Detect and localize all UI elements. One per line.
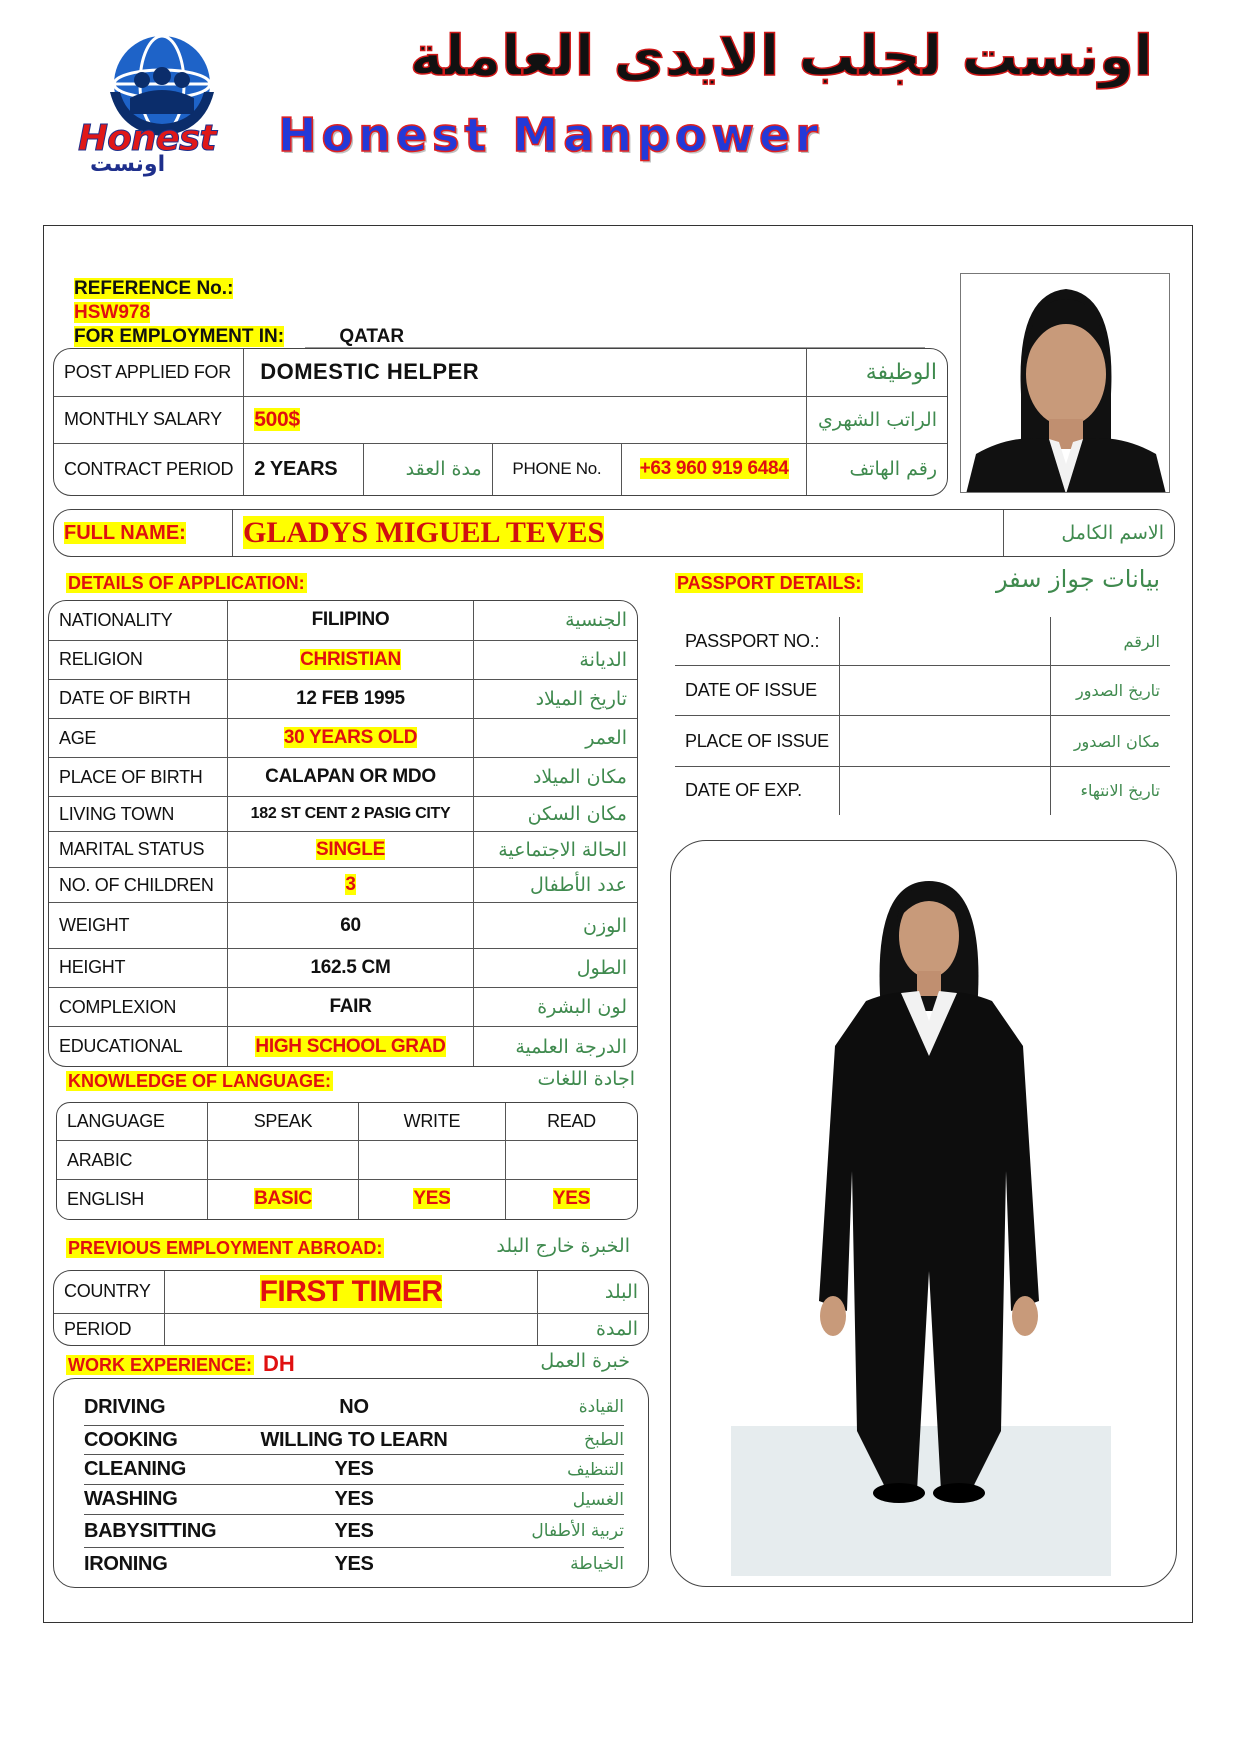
employment-label: FOR EMPLOYMENT IN: xyxy=(74,326,285,347)
details-row-label: COMPLEXION xyxy=(49,988,228,1027)
details-row-value: 3 xyxy=(345,874,356,896)
brand-arabic-title: اونست لجلب الايدى العاملة xyxy=(409,24,1153,89)
work-row-label: CLEANING xyxy=(84,1458,187,1480)
person-full-body-icon xyxy=(671,841,1177,1587)
work-row xyxy=(84,1426,624,1455)
full-name-arabic: الاسم الكامل xyxy=(1061,522,1164,544)
details-row-arabic: الدرجة العلمية xyxy=(515,1035,627,1058)
details-table xyxy=(49,601,637,1066)
country-value: FIRST TIMER xyxy=(259,1274,443,1308)
full-name-value: GLADYS MIGUEL TEVES xyxy=(243,516,605,549)
passport-row xyxy=(675,617,1170,666)
details-row-value: HIGH SCHOOL GRAD xyxy=(255,1035,446,1057)
details-row-value: FAIR xyxy=(329,996,372,1018)
work-row xyxy=(84,1389,624,1426)
details-row xyxy=(49,1027,637,1066)
language-table xyxy=(57,1103,637,1219)
details-row-value: 60 xyxy=(340,914,361,936)
work-row-arabic: القيادة xyxy=(578,1397,624,1417)
work-row-label: COOKING xyxy=(84,1428,178,1451)
passport-row-label: PASSPORT NO.: xyxy=(675,617,839,666)
details-row xyxy=(49,797,637,832)
passport-row-arabic: تاريخ الانتهاء xyxy=(1080,781,1160,801)
language-title xyxy=(66,1071,333,1092)
passport-row xyxy=(675,766,1170,815)
details-row xyxy=(49,679,637,718)
language-header-cell: READ xyxy=(505,1103,637,1141)
passport-row-label: DATE OF ISSUE xyxy=(675,666,839,716)
work-row-arabic: تربية الأطفال xyxy=(531,1521,624,1541)
country-arabic: البلد xyxy=(538,1271,649,1313)
previous-title-arabic: الخبرة خارج البلد xyxy=(496,1235,630,1257)
work-row-value: YES xyxy=(334,1519,374,1542)
full-body-photo xyxy=(670,840,1177,1587)
post-applied-value: DOMESTIC HELPER xyxy=(244,349,807,396)
post-applied-arabic: الوظيفة xyxy=(807,349,947,396)
language-name: ARABIC xyxy=(57,1141,208,1180)
work-row-label: BABYSITTING xyxy=(84,1519,217,1542)
contract-period-arabic: مدة العقد xyxy=(364,443,493,495)
passport-table xyxy=(675,617,1170,815)
details-row xyxy=(49,903,637,949)
details-row-value: 162.5 CM xyxy=(310,956,391,978)
details-row-arabic: الجنسية xyxy=(474,601,638,640)
passport-row-value xyxy=(839,666,1050,716)
period-label: PERIOD xyxy=(54,1313,165,1345)
language-row xyxy=(57,1179,637,1219)
details-row-label: HEIGHT xyxy=(49,948,228,987)
details-title xyxy=(66,573,307,594)
passport-row-arabic: تاريخ الصدور xyxy=(1050,666,1170,716)
work-box xyxy=(53,1378,649,1588)
brand-english-title: Honest Manpower xyxy=(278,108,823,162)
passport-row xyxy=(675,716,1170,766)
full-name-box xyxy=(53,509,1175,557)
details-row-value: FILIPINO xyxy=(311,609,390,631)
details-row-arabic: تاريخ الميلاد xyxy=(474,679,638,718)
details-box xyxy=(48,600,638,1067)
language-row xyxy=(57,1141,637,1180)
work-title-arabic: خبرة العمل xyxy=(540,1350,630,1372)
details-row-label: PLACE OF BIRTH xyxy=(49,758,228,797)
details-row-label: LIVING TOWN xyxy=(49,797,228,832)
period-arabic: المدة xyxy=(596,1318,638,1341)
passport-details xyxy=(675,617,1170,815)
header xyxy=(0,0,1241,200)
language-header-cell: SPEAK xyxy=(208,1103,359,1141)
language-header-row xyxy=(57,1103,637,1141)
person-portrait-icon xyxy=(961,274,1170,493)
details-row-arabic: مكان السكن xyxy=(474,797,638,832)
work-row-value: WILLING TO LEARN xyxy=(260,1428,448,1451)
previous-box xyxy=(53,1270,649,1346)
language-read-value: YES xyxy=(552,1188,591,1210)
details-row-arabic: مكان الميلاد xyxy=(474,758,638,797)
post-applied-label: POST APPLIED FOR xyxy=(54,349,244,396)
work-title xyxy=(66,1351,295,1377)
language-speak-value: BASIC xyxy=(254,1188,312,1210)
details-row xyxy=(49,988,637,1027)
work-row-label: IRONING xyxy=(84,1552,168,1575)
period-value xyxy=(165,1313,538,1345)
work-row-arabic: الخياطة xyxy=(570,1554,624,1574)
details-row-label: EDUCATIONAL xyxy=(49,1027,228,1066)
details-row-arabic: عدد الأطفال xyxy=(474,868,638,903)
reference-value: HSW978 xyxy=(74,302,151,323)
passport-row-label: PLACE OF ISSUE xyxy=(675,716,839,766)
passport-title-arabic: بيانات جواز سفر xyxy=(995,565,1160,593)
language-box xyxy=(56,1102,638,1220)
passport-row-arabic: الرقم xyxy=(1050,617,1170,666)
work-row xyxy=(84,1485,624,1515)
details-row-arabic: الوزن xyxy=(474,903,638,949)
language-write-value: YES xyxy=(413,1188,451,1210)
monthly-salary-label: MONTHLY SALARY xyxy=(54,396,244,443)
passport-title xyxy=(675,573,863,594)
details-row xyxy=(49,948,637,987)
passport-row xyxy=(675,666,1170,716)
passport-row-value xyxy=(839,766,1050,815)
full-name-label: FULL NAME: xyxy=(64,521,186,544)
previous-title-text: PREVIOUS EMPLOYMENT ABROAD: xyxy=(68,1238,383,1258)
previous-table xyxy=(54,1271,648,1345)
monthly-salary-arabic: الراتب الشهري xyxy=(807,396,947,443)
details-row-value: CALAPAN OR MDO xyxy=(265,766,436,788)
details-row-label: WEIGHT xyxy=(49,903,228,949)
details-title-text: DETAILS OF APPLICATION: xyxy=(68,573,305,593)
language-title-arabic: اجادة اللغات xyxy=(537,1068,635,1090)
work-title-value: DH xyxy=(263,1351,295,1376)
work-row-value: YES xyxy=(334,1488,374,1510)
logo-arabic-text: اونست xyxy=(90,152,166,177)
passport-row-arabic: مكان الصدور xyxy=(1050,716,1170,766)
work-row-arabic: الطبخ xyxy=(584,1430,624,1450)
work-row-label: WASHING xyxy=(84,1488,178,1510)
language-title-text: KNOWLEDGE OF LANGUAGE: xyxy=(68,1071,331,1091)
passport-row-value xyxy=(839,617,1050,666)
logo-text: Honest xyxy=(78,118,216,159)
work-title-text: WORK EXPERIENCE: xyxy=(68,1355,253,1375)
details-row-value: CHRISTIAN xyxy=(300,648,401,670)
details-row-value: 12 FEB 1995 xyxy=(296,687,405,709)
phone-arabic: رقم الهاتف xyxy=(849,458,937,481)
previous-title xyxy=(66,1238,384,1259)
passport-row-label: DATE OF EXP. xyxy=(675,766,839,815)
details-row-label: DATE OF BIRTH xyxy=(49,679,228,718)
work-row-arabic: الغسيل xyxy=(572,1489,624,1510)
details-row xyxy=(49,601,637,640)
details-row-value: 182 ST CENT 2 PASIG CITY xyxy=(250,805,451,823)
details-row xyxy=(49,758,637,797)
details-row-arabic: الطول xyxy=(474,948,638,987)
work-row xyxy=(84,1548,624,1580)
details-row-arabic: الحالة الاجتماعية xyxy=(474,832,638,868)
contract-period-value: 2 YEARS xyxy=(244,443,364,495)
reference-label: REFERENCE No.: xyxy=(74,278,234,299)
country-label: COUNTRY xyxy=(54,1271,165,1313)
language-header-cell: WRITE xyxy=(358,1103,505,1141)
work-list xyxy=(84,1389,624,1580)
work-row-label: DRIVING xyxy=(84,1395,166,1418)
details-row-arabic: لون البشرة xyxy=(474,988,638,1027)
post-details-table xyxy=(54,349,947,495)
details-row xyxy=(49,832,637,868)
post-details-box xyxy=(53,348,948,496)
language-name: ENGLISH xyxy=(57,1179,208,1219)
work-row-value: YES xyxy=(334,1458,374,1480)
work-row xyxy=(84,1515,624,1548)
passport-title-text: PASSPORT DETAILS: xyxy=(677,573,862,593)
details-row-label: NO. OF CHILDREN xyxy=(49,868,228,903)
work-row-value: YES xyxy=(334,1552,374,1575)
reference-block xyxy=(74,277,404,349)
language-header-cell: LANGUAGE xyxy=(57,1103,208,1141)
details-row-label: MARITAL STATUS xyxy=(49,832,228,868)
details-row xyxy=(49,640,637,679)
details-row-arabic: العمر xyxy=(474,719,638,758)
details-row-value: 30 YEARS OLD xyxy=(283,727,418,749)
contract-period-label: CONTRACT PERIOD xyxy=(54,443,244,495)
work-row xyxy=(84,1455,624,1485)
passport-photo xyxy=(960,273,1170,493)
details-row-label: AGE xyxy=(49,719,228,758)
employment-value: QATAR xyxy=(339,326,405,347)
details-row xyxy=(49,868,637,903)
phone-label: PHONE No. xyxy=(492,443,622,495)
passport-row-value xyxy=(839,716,1050,766)
details-row-label: NATIONALITY xyxy=(49,601,228,640)
details-row-arabic: الديانة xyxy=(474,640,638,679)
monthly-salary-value: 500$ xyxy=(254,407,300,431)
details-row xyxy=(49,719,637,758)
details-row-value: SINGLE xyxy=(316,838,385,860)
details-row-label: RELIGION xyxy=(49,640,228,679)
work-row-arabic: التنظيف xyxy=(567,1459,624,1480)
phone-value: +63 960 919 6484 xyxy=(639,458,789,480)
full-name-table xyxy=(54,510,1174,556)
work-row-value: NO xyxy=(339,1395,369,1418)
